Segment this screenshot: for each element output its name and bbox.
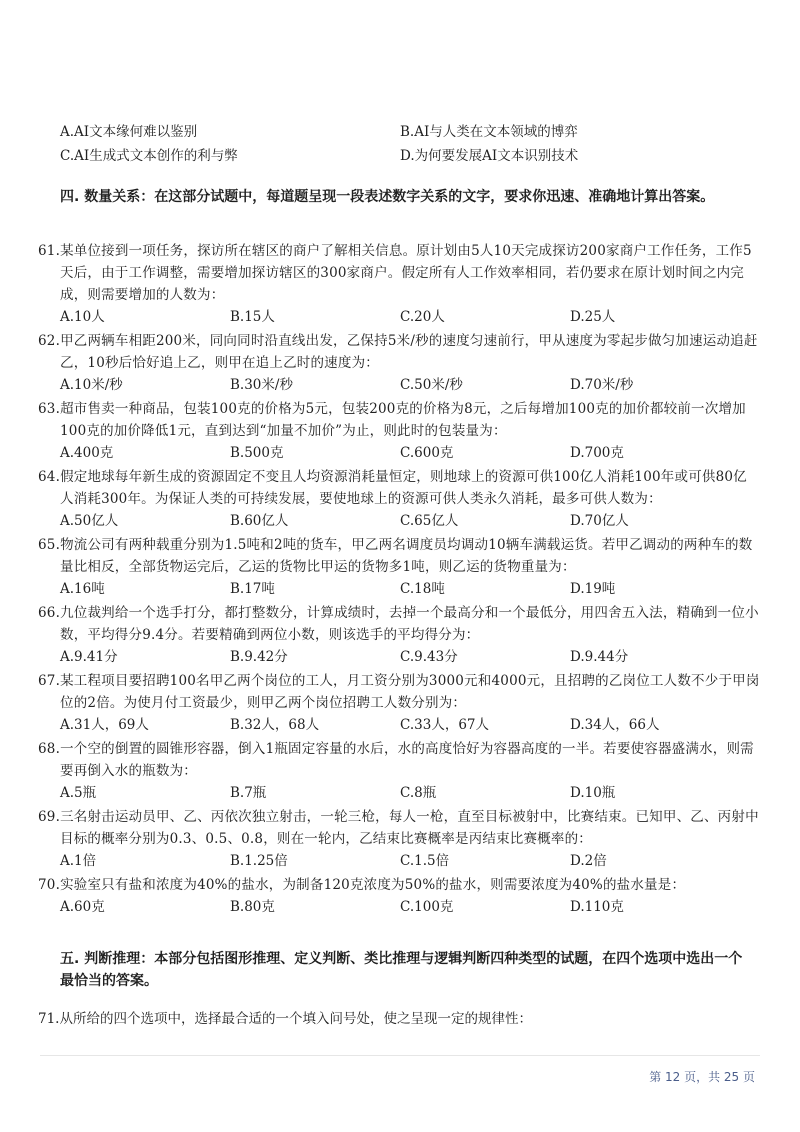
- question-item: [38, 466, 760, 532]
- option-d: D.9.44分: [570, 649, 629, 665]
- question-item: [38, 330, 760, 396]
- option-d: D.70米/秒: [570, 377, 634, 393]
- option-b: B.15人: [230, 309, 275, 325]
- question-text: 61.某单位接到一项任务，探访所在辖区的商户了解相关信息。原计划由5人10天完成探访200家商户工作任务，工作5天后，由于工作调整，需要增加探访辖区的300家商户。假定所有人工作效率相同，若仍要求在原计划时间之内完成，则需要增加的人数为：: [38, 243, 752, 303]
- option-b: B.500克: [230, 445, 284, 461]
- option-d: D.2倍: [570, 853, 607, 869]
- question-text: 63.超市售卖一种商品，包装100克的价格为5元，包装200克的价格为8元，之后每增加100克的加价都较前一次增加100克的加价降低1元，直到达到“加量不加价”为止，则此时的包装量为：: [38, 401, 746, 439]
- options-row: [38, 646, 760, 668]
- option-c: C.100克: [400, 899, 454, 915]
- footer-divider: [40, 1055, 760, 1056]
- page-footer: 第 12 页，共 25 页: [649, 1070, 755, 1084]
- previous-question-options: [60, 120, 760, 168]
- question-text: 68.一个空的倒置的圆锥形容器，倒入1瓶固定容量的水后，水的高度恰好为容器高度的一半。若要使容器盛满水，则需要再倒入水的瓶数为：: [38, 741, 754, 779]
- option-d: D.700克: [570, 445, 624, 461]
- options-row: [38, 510, 760, 532]
- option-b: B.17吨: [230, 581, 275, 597]
- options-row: [38, 374, 760, 396]
- option-c: C.9.43分: [400, 649, 458, 665]
- option-b: B.32人，68人: [230, 717, 320, 733]
- question-text: 62.甲乙两辆车相距200米，同向同时沿直线出发，乙保持5米/秒的速度匀速前行，甲从速度为零起步做匀加速运动追赶乙，10秒后恰好追上乙，则甲在追上乙时的速度为：: [38, 333, 758, 371]
- option-c: C.33人，67人: [400, 717, 489, 733]
- options-row: [38, 578, 760, 600]
- option-a: A.5瓶: [60, 785, 97, 801]
- options-row: [38, 782, 760, 804]
- question-71: 71.从所给的四个选项中，选择最合适的一个填入问号处，使之呈现一定的规律性：: [38, 1011, 532, 1027]
- option-a: A.16吨: [60, 581, 105, 597]
- question-item: [38, 874, 760, 918]
- option-d: D.110克: [570, 899, 624, 915]
- option-d: D.为何要发展AI文本识别技术: [400, 148, 579, 164]
- question-text: 70.实验室只有盐和浓度为40%的盐水，为制备120克浓度为50%的盐水，则需要浓度为40%的盐水量是：: [38, 877, 686, 893]
- options-row: [60, 120, 760, 144]
- option-a: A.60克: [60, 899, 105, 915]
- option-b: B.60亿人: [230, 513, 289, 529]
- option-d: D.34人，66人: [570, 717, 660, 733]
- options-row: [38, 306, 760, 328]
- section-heading-reasoning: 五. 判断推理：本部分包括图形推理、定义判断、类比推理与逻辑判断四种类型的试题，在四个选项中选出一个最恰当的答案。: [60, 951, 743, 989]
- option-a: A.1倍: [60, 853, 97, 869]
- option-a: A.31人，69人: [60, 717, 149, 733]
- option-b: B.30米/秒: [230, 377, 293, 393]
- option-c: C.20人: [400, 309, 445, 325]
- option-a: A.AI文本缘何难以鉴别: [60, 124, 198, 140]
- option-a: A.9.41分: [60, 649, 118, 665]
- option-c: C.18吨: [400, 581, 445, 597]
- option-c: C.1.5倍: [400, 853, 450, 869]
- option-d: D.25人: [570, 309, 616, 325]
- options-row: [38, 714, 760, 736]
- question-item: [38, 602, 760, 668]
- question-text: 66.九位裁判给一个选手打分，都打整数分，计算成绩时，去掉一个最高分和一个最低分，用四舍五入法，精确到一位小数，平均得分9.4分。若要精确到两位小数，则该选手的平均得分为：: [38, 605, 759, 643]
- question-item: [38, 738, 760, 804]
- question-list: [38, 240, 760, 920]
- section-heading-quantitative: 四. 数量关系：在这部分试题中，每道题呈现一段表述数字关系的文字，要求你迅速、准确地计算出答案。: [60, 189, 715, 205]
- option-d: D.19吨: [570, 581, 616, 597]
- question-item: [38, 534, 760, 600]
- question-item: [38, 398, 760, 464]
- option-c: C.50米/秒: [400, 377, 463, 393]
- options-row: [38, 850, 760, 872]
- option-b: B.9.42分: [230, 649, 288, 665]
- question-text: 67.某工程项目要招聘100名甲乙两个岗位的工人，月工资分别为3000元和4000元，且招聘的乙岗位工人数不少于甲岗位的2倍。为使月付工资最少，则甲乙两个岗位招聘工人数分别为：: [38, 673, 760, 711]
- option-a: A.10人: [60, 309, 105, 325]
- option-d: D.10瓶: [570, 785, 616, 801]
- option-b: B.1.25倍: [230, 853, 288, 869]
- option-c: C.600克: [400, 445, 454, 461]
- option-b: B.80克: [230, 899, 275, 915]
- option-c: C.AI生成式文本创作的利与弊: [60, 148, 238, 164]
- option-a: A.10米/秒: [60, 377, 123, 393]
- options-row: [38, 896, 760, 918]
- question-text: 65.物流公司有两种载重分别为1.5吨和2吨的货车，甲乙两名调度员均调动10辆车满载运货。若甲乙调动的两种车的数量比相反，全部货物运完后，乙运的货物比甲运的货物多1吨，则乙运的货物重量为：: [38, 537, 753, 575]
- option-b: B.AI与人类在文本领域的博弈: [400, 124, 578, 140]
- question-item: [38, 806, 760, 872]
- question-text: 64.假定地球每年新生成的资源固定不变且人均资源消耗量恒定，则地球上的资源可供100亿人消耗100年或可供80亿人消耗300年。为保证人类的可持续发展，要使地球上的资源可供人类永久消耗，最多可供人数为：: [38, 469, 747, 507]
- option-c: C.8瓶: [400, 785, 437, 801]
- options-row: [60, 144, 760, 168]
- options-row: [38, 442, 760, 464]
- option-a: A.400克: [60, 445, 114, 461]
- option-d: D.70亿人: [570, 513, 629, 529]
- question-item: [38, 240, 760, 328]
- option-c: C.65亿人: [400, 513, 459, 529]
- option-a: A.50亿人: [60, 513, 119, 529]
- question-text: 69.三名射击运动员甲、乙、丙依次独立射击，一轮三枪，每人一枪，直至目标被射中，比赛结束。已知甲、乙、丙射中目标的概率分别为0.3、0.5、0.8，则在一轮内，乙结束比赛概率是丙结束比赛概率的：: [38, 809, 759, 847]
- option-b: B.7瓶: [230, 785, 267, 801]
- question-item: [38, 670, 760, 736]
